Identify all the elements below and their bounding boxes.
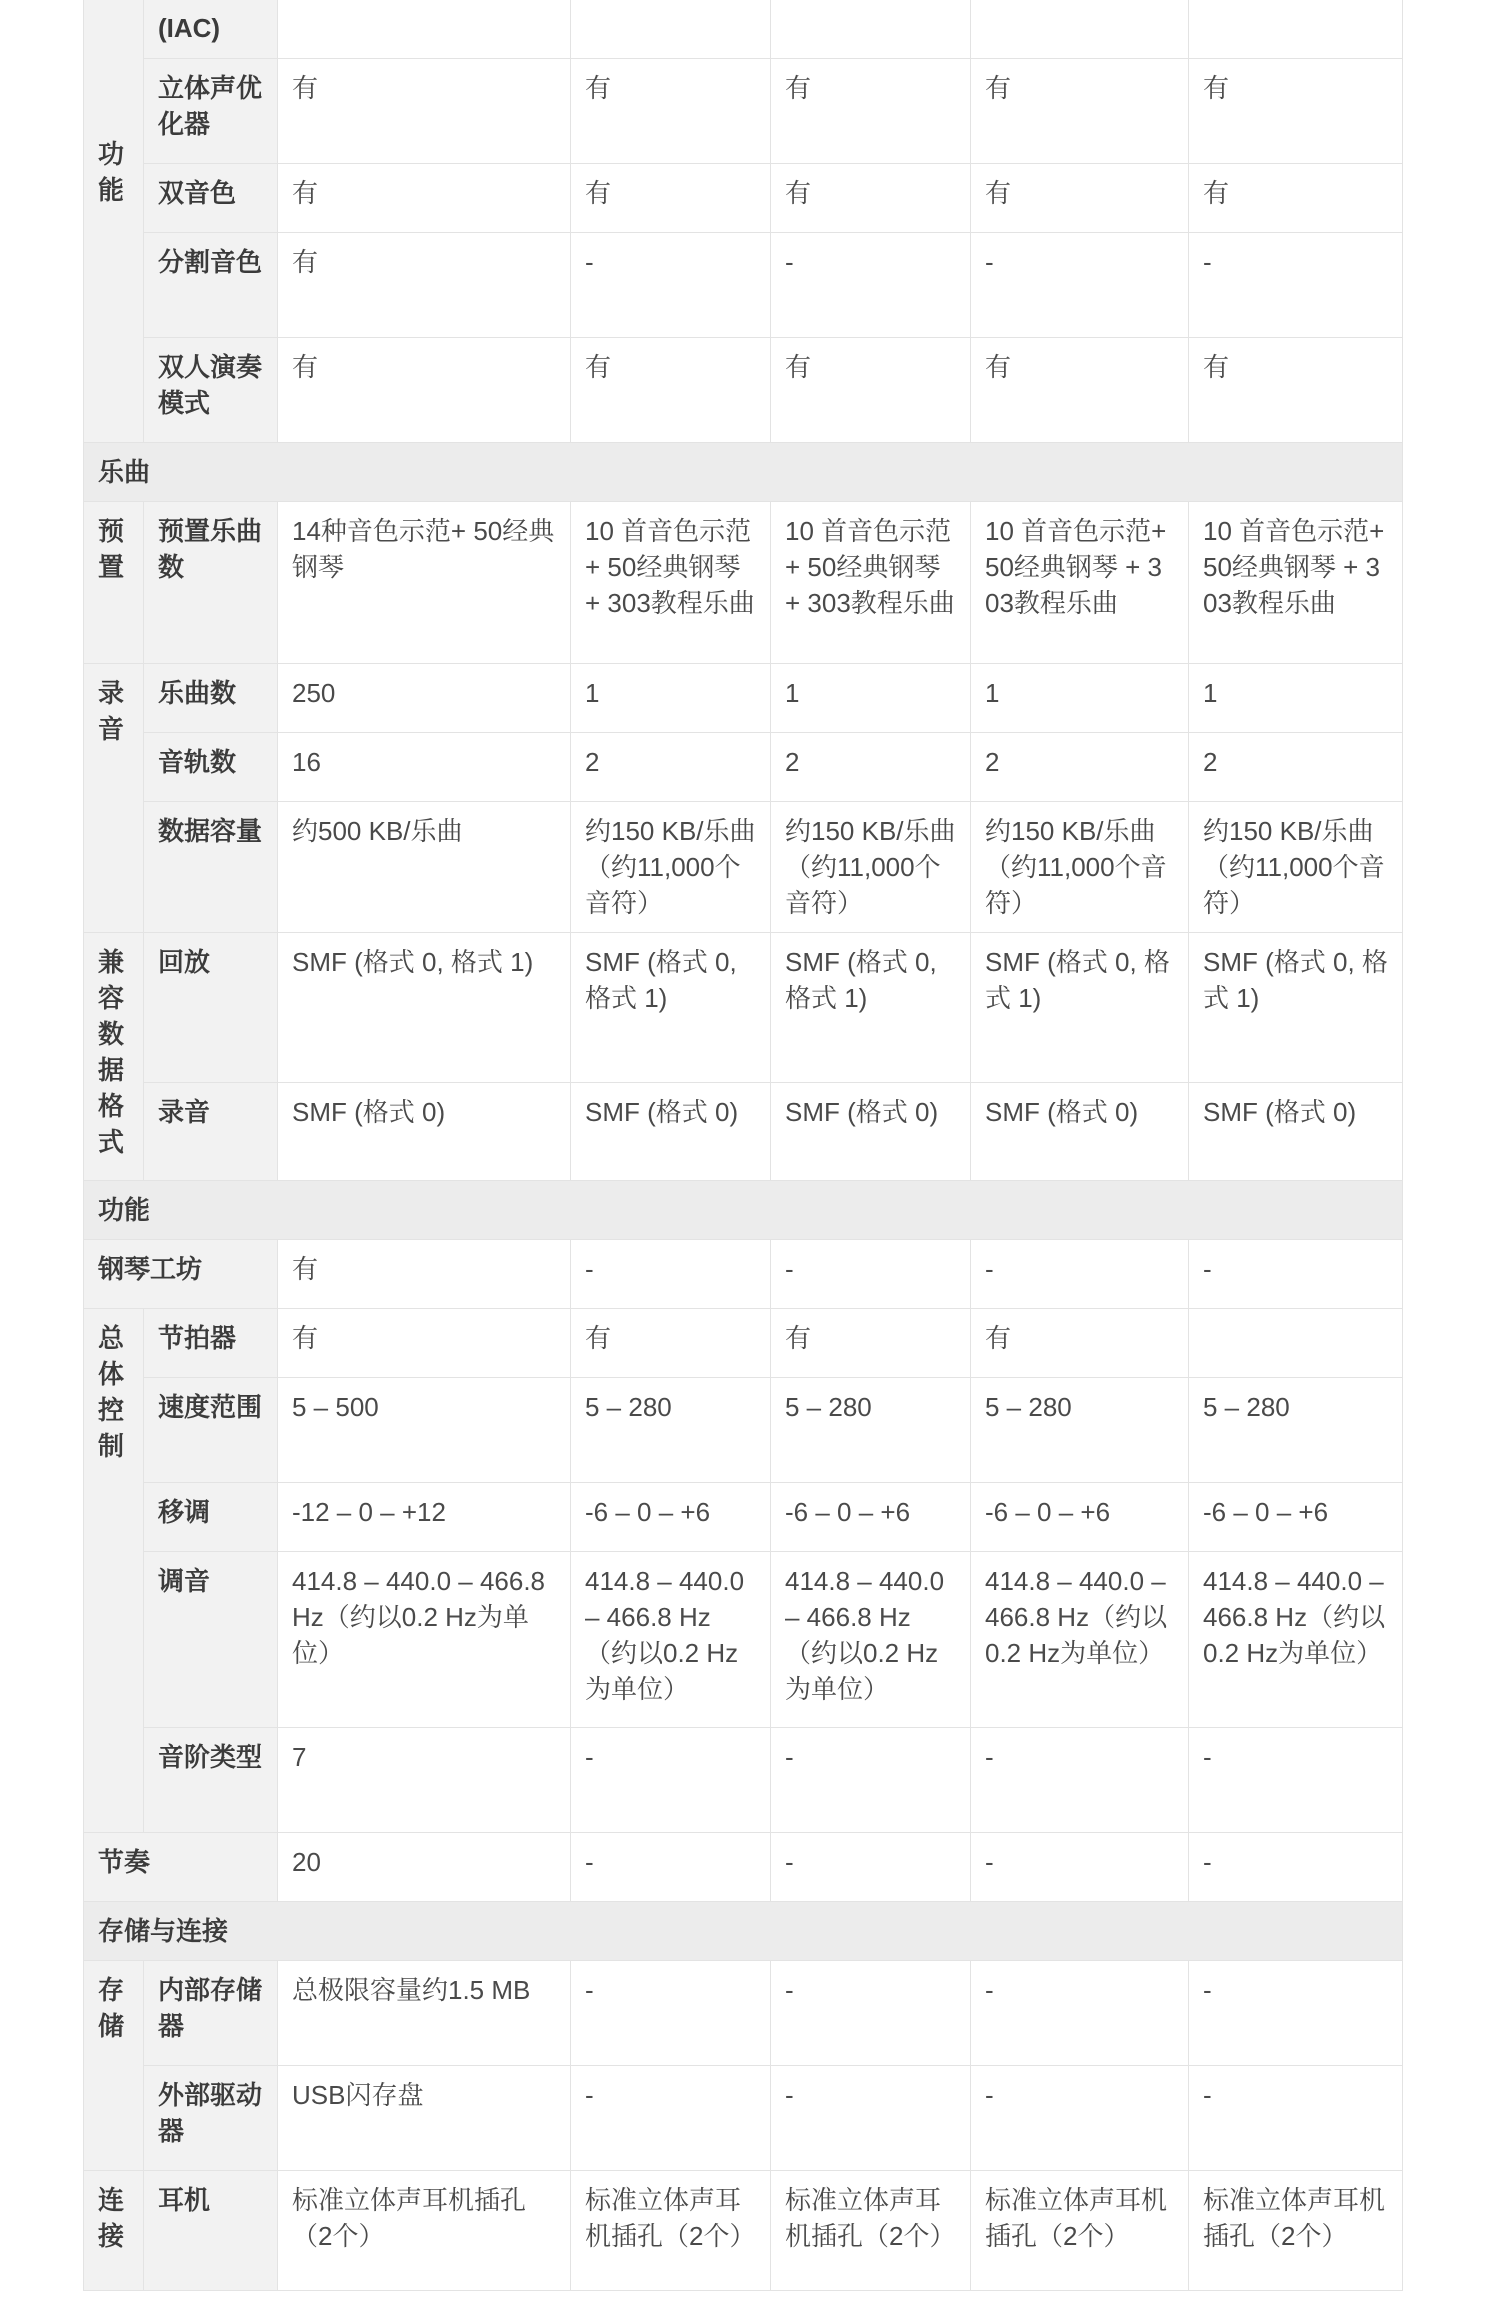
cell: SMF (格式 0) [278, 1083, 571, 1181]
row-label: 节奏 [84, 1833, 278, 1902]
cell: 5 – 280 [1189, 1378, 1403, 1483]
row-label: 节拍器 [144, 1309, 278, 1378]
group-storage: 存储 [84, 1961, 144, 2171]
cell: 414.8 – 440.0 – 466.8 Hz（约以0.2 Hz为单位） [771, 1552, 971, 1728]
cell: 有 [771, 164, 971, 233]
cell: 标准立体声耳机插孔（2个） [771, 2171, 971, 2291]
row-label: 回放 [144, 933, 278, 1083]
cell: 2 [1189, 733, 1403, 802]
cell: 约150 KB/乐曲（约11,000个音符） [971, 802, 1189, 933]
cell: - [571, 2066, 771, 2171]
cell-empty [1189, 1309, 1403, 1378]
row-label: 双人演奏模式 [144, 338, 278, 443]
cell: 约150 KB/乐曲（约11,000个音符） [771, 802, 971, 933]
group-connect: 连接 [84, 2171, 144, 2291]
cell: SMF (格式 0, 格式 1) [571, 933, 771, 1083]
cell: - [571, 1240, 771, 1309]
cell: 414.8 – 440.0 – 466.8 Hz（约以0.2 Hz为单位） [971, 1552, 1189, 1728]
cell: 7 [278, 1728, 571, 1833]
cell: 有 [1189, 338, 1403, 443]
table-row [84, 733, 1403, 802]
table-row [84, 802, 1403, 933]
cell: 约500 KB/乐曲 [278, 802, 571, 933]
table-row [84, 1083, 1403, 1181]
cell: - [771, 233, 971, 338]
row-label: 速度范围 [144, 1378, 278, 1483]
cell: SMF (格式 0, 格式 1) [278, 933, 571, 1083]
cell: 5 – 280 [771, 1378, 971, 1483]
cell [278, 0, 571, 59]
cell: SMF (格式 0, 格式 1) [1189, 933, 1403, 1083]
section-title-functions: 功能 [84, 1181, 1403, 1240]
group-features [84, 0, 144, 443]
table-row [84, 1240, 1403, 1309]
table-row [84, 338, 1403, 443]
cell: 414.8 – 440.0 – 466.8 Hz（约以0.2 Hz为单位） [571, 1552, 771, 1728]
cell: - [1189, 1833, 1403, 1902]
cell: 标准立体声耳机插孔（2个） [278, 2171, 571, 2291]
row-label: 外部驱动器 [144, 2066, 278, 2171]
cell: 约150 KB/乐曲（约11,000个音符） [1189, 802, 1403, 933]
cell [1189, 0, 1403, 59]
cell: - [771, 1833, 971, 1902]
cell: 20 [278, 1833, 571, 1902]
cell [971, 0, 1189, 59]
cell: 10 首音色示范+ 50经典钢琴 + 303教程乐曲 [571, 502, 771, 664]
cell: 2 [971, 733, 1189, 802]
cell: - [1189, 1728, 1403, 1833]
cell: - [571, 1728, 771, 1833]
table-row [84, 0, 1403, 59]
cell: - [971, 1240, 1189, 1309]
group-format: 兼容数据格式 [84, 933, 144, 1181]
cell: - [971, 233, 1189, 338]
table-row [84, 1378, 1403, 1483]
row-label: 双音色 [144, 164, 278, 233]
spec-table [83, 0, 1403, 2291]
cell: 有 [1189, 164, 1403, 233]
group-preset: 预置 [84, 502, 144, 664]
row-label: 数据容量 [144, 802, 278, 933]
cell: 有 [971, 1309, 1189, 1378]
table-row [84, 1309, 1403, 1378]
cell: - [1189, 1240, 1403, 1309]
cell: - [571, 233, 771, 338]
cell: 1 [971, 664, 1189, 733]
row-label: 钢琴工坊 [84, 1240, 278, 1309]
row-label: 分割音色 [144, 233, 278, 338]
cell: - [971, 2066, 1189, 2171]
cell: 10 首音色示范+ 50经典钢琴 + 303教程乐曲 [771, 502, 971, 664]
cell: 2 [571, 733, 771, 802]
cell: 有 [771, 59, 971, 164]
table-row [84, 233, 1403, 338]
cell: - [1189, 1961, 1403, 2066]
row-label: 音阶类型 [144, 1728, 278, 1833]
cell: SMF (格式 0, 格式 1) [771, 933, 971, 1083]
cell: 总极限容量约1.5 MB [278, 1961, 571, 2066]
row-label: 内部存储器 [144, 1961, 278, 2066]
table-row [84, 59, 1403, 164]
cell: 16 [278, 733, 571, 802]
cell: 5 – 280 [971, 1378, 1189, 1483]
cell: 标准立体声耳机插孔（2个） [571, 2171, 771, 2291]
cell: - [771, 1961, 971, 2066]
cell: - [571, 1961, 771, 2066]
cell: 10 首音色示范+ 50经典钢琴 + 303教程乐曲 [971, 502, 1189, 664]
cell: - [571, 1833, 771, 1902]
table-row [84, 1728, 1403, 1833]
cell: 250 [278, 664, 571, 733]
cell: 有 [971, 59, 1189, 164]
cell: 有 [571, 1309, 771, 1378]
cell: 有 [971, 164, 1189, 233]
cell: -6 – 0 – +6 [971, 1483, 1189, 1552]
section-row [84, 443, 1403, 502]
cell: 414.8 – 440.0 – 466.8 Hz（约以0.2 Hz为单位） [1189, 1552, 1403, 1728]
table-row [84, 1833, 1403, 1902]
cell: 414.8 – 440.0 – 466.8 Hz（约以0.2 Hz为单位） [278, 1552, 571, 1728]
table-row [84, 502, 1403, 664]
section-row [84, 1181, 1403, 1240]
cell: - [971, 1961, 1189, 2066]
row-label: 移调 [144, 1483, 278, 1552]
cell: 5 – 500 [278, 1378, 571, 1483]
cell: - [771, 1240, 971, 1309]
row-label: 录音 [144, 1083, 278, 1181]
group-overall: 总体控制 [84, 1309, 144, 1833]
cell: 有 [278, 59, 571, 164]
cell: 1 [571, 664, 771, 733]
cell: - [771, 2066, 971, 2171]
cell: 标准立体声耳机插孔（2个） [971, 2171, 1189, 2291]
section-title-storage: 存储与连接 [84, 1902, 1403, 1961]
cell: 14种音色示范+ 50经典钢琴 [278, 502, 571, 664]
row-label-iac: (IAC) [144, 0, 278, 59]
cell: 有 [571, 59, 771, 164]
cell: -6 – 0 – +6 [1189, 1483, 1403, 1552]
cell: 有 [278, 1240, 571, 1309]
cell: 有 [278, 1309, 571, 1378]
row-label: 调音 [144, 1552, 278, 1728]
cell: 10 首音色示范+ 50经典钢琴 + 303教程乐曲 [1189, 502, 1403, 664]
row-label: 音轨数 [144, 733, 278, 802]
cell: -6 – 0 – +6 [771, 1483, 971, 1552]
table-row [84, 2171, 1403, 2291]
cell: 有 [971, 338, 1189, 443]
cell: 有 [278, 233, 571, 338]
cell: SMF (格式 0) [1189, 1083, 1403, 1181]
row-label: 预置乐曲数 [144, 502, 278, 664]
cell: 有 [278, 164, 571, 233]
cell: SMF (格式 0, 格式 1) [971, 933, 1189, 1083]
cell: 有 [571, 338, 771, 443]
group-label: 功能 [98, 139, 125, 205]
table-row [84, 164, 1403, 233]
cell: - [1189, 233, 1403, 338]
table-row [84, 933, 1403, 1083]
row-label: 立体声优化器 [144, 59, 278, 164]
cell: - [771, 1728, 971, 1833]
cell: -12 – 0 – +12 [278, 1483, 571, 1552]
cell: 约150 KB/乐曲（约11,000个音符） [571, 802, 771, 933]
cell: 5 – 280 [571, 1378, 771, 1483]
cell: SMF (格式 0) [571, 1083, 771, 1181]
table-row [84, 664, 1403, 733]
cell: 1 [1189, 664, 1403, 733]
table-row [84, 1483, 1403, 1552]
cell: 标准立体声耳机插孔（2个） [1189, 2171, 1403, 2291]
cell: -6 – 0 – +6 [571, 1483, 771, 1552]
cell: 有 [771, 1309, 971, 1378]
cell: 有 [1189, 59, 1403, 164]
cell: 有 [571, 164, 771, 233]
cell: SMF (格式 0) [771, 1083, 971, 1181]
cell [771, 0, 971, 59]
group-record: 录音 [84, 664, 144, 933]
cell: - [1189, 2066, 1403, 2171]
cell [571, 0, 771, 59]
cell: 1 [771, 664, 971, 733]
table-row [84, 1961, 1403, 2066]
section-title-songs: 乐曲 [84, 443, 1403, 502]
cell: 2 [771, 733, 971, 802]
row-label: 耳机 [144, 2171, 278, 2291]
cell: SMF (格式 0) [971, 1083, 1189, 1181]
section-row [84, 1902, 1403, 1961]
table-row [84, 1552, 1403, 1728]
table-row [84, 2066, 1403, 2171]
row-label: 乐曲数 [144, 664, 278, 733]
cell: USB闪存盘 [278, 2066, 571, 2171]
cell: 有 [278, 338, 571, 443]
cell: - [971, 1833, 1189, 1902]
cell: - [971, 1728, 1189, 1833]
cell: 有 [771, 338, 971, 443]
